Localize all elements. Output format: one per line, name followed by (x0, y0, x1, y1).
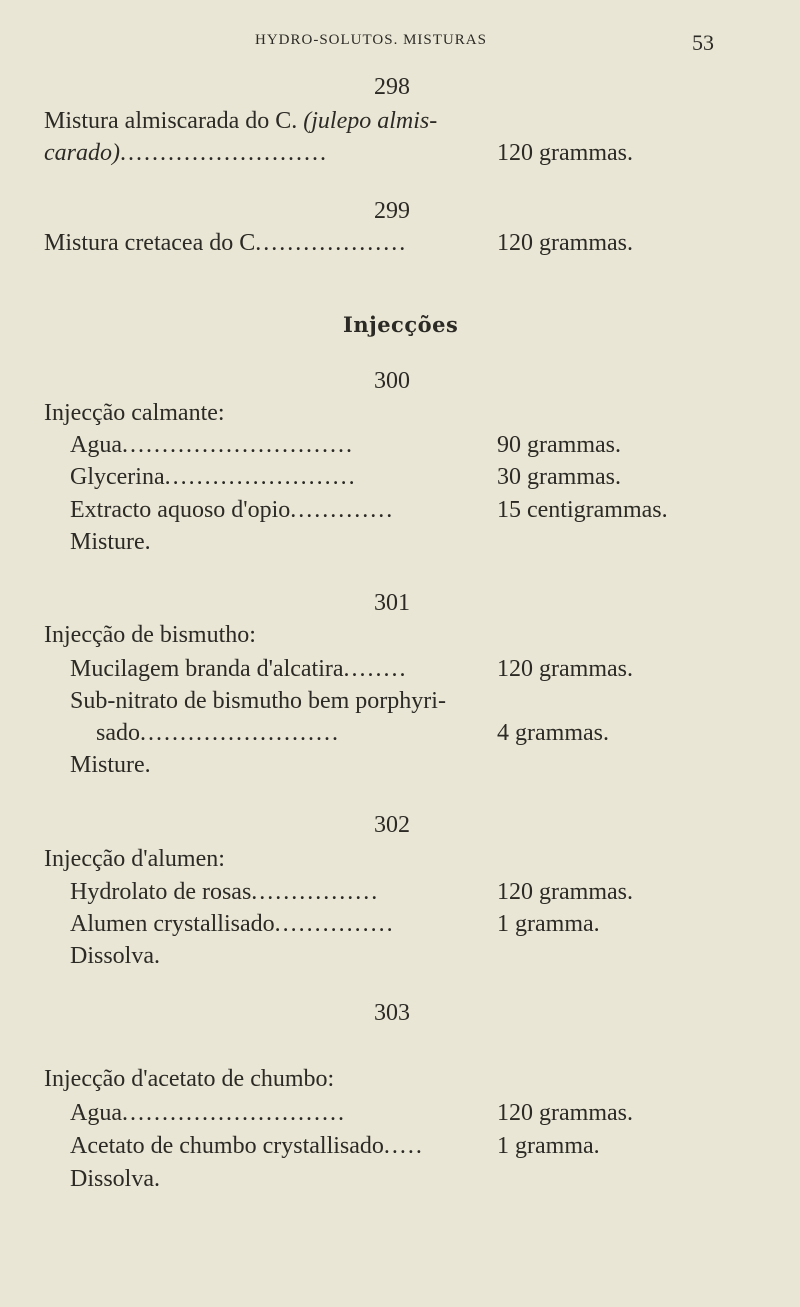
formula-302-item-amount: 1 gramma. (497, 911, 600, 937)
formula-303-item: Acetato de chumbo crystallisado..... (70, 1133, 424, 1159)
formula-298-amount: 120 grammas. (497, 140, 633, 166)
formula-301-item: sado......................... (96, 720, 340, 746)
formula-302-item: Hydrolato de rosas................ (70, 879, 380, 905)
formula-300-item: Agua............................. (70, 432, 354, 458)
formula-300-item: Glycerina........................ (70, 464, 357, 490)
formula-300-item-amount: 15 centigrammas. (497, 497, 668, 523)
formula-303-item: Agua............................ (70, 1100, 346, 1126)
formula-300-item: Extracto aquoso d'opio............. (70, 497, 395, 523)
formula-301-item: Sub-nitrato de bismutho bem porphyri- (70, 688, 446, 714)
formula-301-item: Mucilagem branda d'alcatira........ (70, 656, 408, 682)
formula-300-instruction: Misture. (70, 529, 151, 555)
formula-301-heading: Injecção de bismutho: (44, 622, 256, 648)
formula-303-item-amount: 120 grammas. (497, 1100, 633, 1126)
formula-number-301: 301 (374, 590, 410, 616)
formula-298-italic: (julepo almis- (303, 108, 438, 134)
formula-number-303: 303 (374, 1000, 410, 1026)
formula-number-300: 300 (374, 368, 410, 394)
formula-300-item-amount: 90 grammas. (497, 432, 621, 458)
formula-number-302: 302 (374, 812, 410, 838)
formula-301-item-amount: 4 grammas. (497, 720, 609, 746)
formula-298-text: Mistura almiscarada do C. (44, 108, 298, 134)
formula-number-298: 298 (374, 74, 410, 100)
page-number: 53 (692, 30, 714, 55)
leader-dots: ................... (255, 230, 408, 256)
formula-302-item: Alumen crystallisado............... (70, 911, 395, 937)
formula-300-heading: Injecção calmante: (44, 400, 225, 426)
formula-number-299: 299 (374, 198, 410, 224)
formula-302-item-amount: 120 grammas. (497, 879, 633, 905)
formula-303-heading: Injecção d'acetato de chumbo: (44, 1066, 335, 1092)
formula-301-item-amount: 120 grammas. (497, 656, 633, 682)
running-title: HYDRO-SOLUTOS. MISTURAS (255, 32, 487, 48)
formula-300-item-amount: 30 grammas. (497, 464, 621, 490)
formula-299-amount: 120 grammas. (497, 230, 633, 256)
formula-303-item-amount: 1 gramma. (497, 1133, 600, 1159)
formula-301-instruction: Misture. (70, 752, 151, 778)
formula-298-line2 (44, 140, 328, 167)
leader-dots: .......................... (119, 140, 328, 166)
formula-298-line1 (44, 108, 437, 135)
formula-302-instruction: Dissolva. (70, 943, 160, 969)
formula-298-italic-cont: carado) (44, 140, 120, 166)
formula-303-instruction: Dissolva. (70, 1166, 160, 1192)
formula-299-text: Mistura cretacea do C (44, 230, 256, 256)
formula-299-line (44, 230, 407, 257)
section-title: Injecções (343, 312, 459, 337)
formula-302-heading: Injecção d'alumen: (44, 846, 225, 872)
